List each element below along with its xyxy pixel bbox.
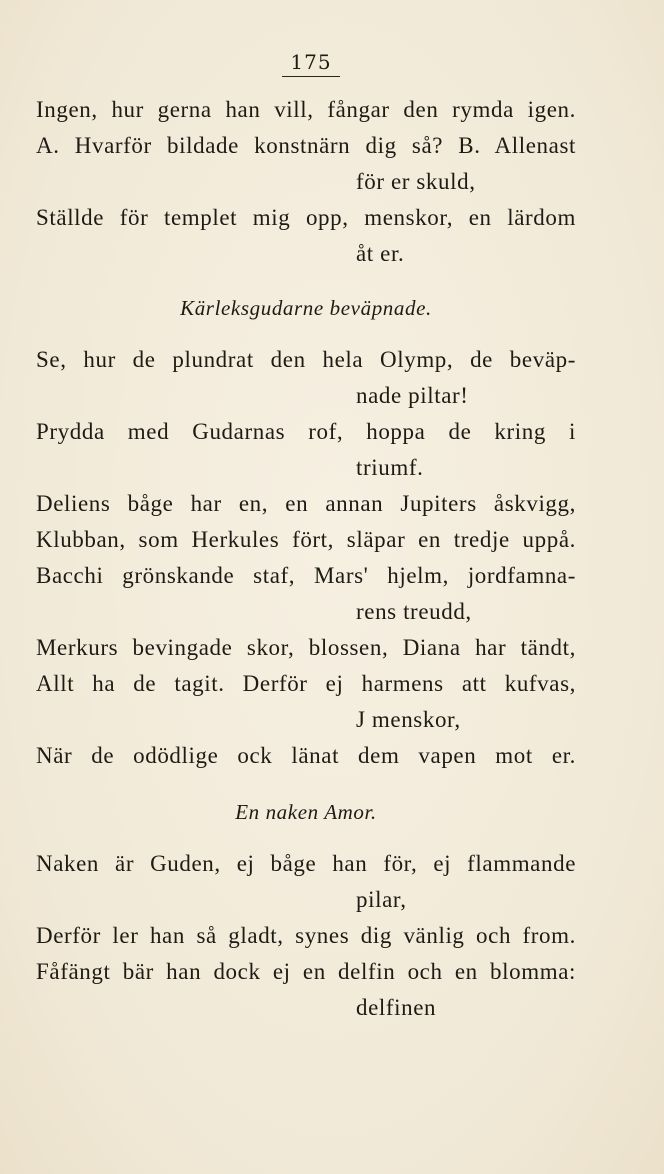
poem-line: Deliens båge har en, en annan Jupiters åskvigg, — [36, 491, 576, 516]
poem-line: delfinen — [356, 995, 437, 1020]
poem-text — [36, 92, 576, 1026]
poem-line: Ställde för templet mig opp, menskor, en lärdom — [36, 205, 576, 230]
spacer — [36, 326, 576, 342]
poem-line: rens treudd, — [356, 599, 472, 624]
poem-line: Prydda med Gudarnas rof, hoppa de kring i — [36, 419, 576, 444]
spacer — [36, 830, 576, 846]
poem-line: pilar, — [356, 887, 407, 912]
poem-line: nade piltar! — [356, 383, 469, 408]
poem-line: Bacchi grönskande staf, Mars' hjelm, jordfamna- — [36, 563, 576, 588]
poem-line: Allt ha de tagit. Derför ej harmens att kufvas, — [36, 671, 576, 696]
poem-line: triumf. — [356, 455, 424, 480]
poem-line: Merkurs bevingade skor, blossen, Diana har tändt, — [36, 635, 576, 660]
poem-block-ingen — [36, 92, 576, 272]
poem-line: åt er. — [356, 241, 405, 266]
poem-line: Se, hur de plundrat den hela Olymp, de beväp- — [36, 347, 576, 372]
poem-heading-karleksgudarne: Kärleksgudarne beväpnade. — [180, 296, 432, 320]
poem-line: Fåfängt bär han dock ej en delfin och en blomma: — [36, 959, 576, 984]
poem-line: Derför ler han så gladt, synes dig vänlig och from. — [36, 923, 576, 948]
poem-block-en-naken-amor — [36, 846, 576, 1026]
spacer — [36, 272, 576, 290]
page-number-rule — [282, 76, 340, 77]
poem-block-karleksgudarne — [36, 342, 576, 774]
poem-heading-en-naken-amor: En naken Amor. — [235, 800, 377, 824]
poem-line: J menskor, — [356, 707, 461, 732]
poem-line: för er skuld, — [356, 169, 476, 194]
poem-line: När de odödlige ock länat dem vapen mot er. — [36, 743, 576, 768]
spacer — [36, 774, 576, 794]
page-number: 175 — [290, 50, 332, 74]
poem-line: A. Hvarför bildade konstnärn dig så? B. Allenast — [36, 133, 576, 158]
poem-line: Ingen, hur gerna han vill, fångar den rymda igen. — [36, 97, 576, 122]
poem-line: Klubban, som Herkules fört, släpar en tredje uppå. — [36, 527, 576, 552]
poem-line: Naken är Guden, ej båge han för, ej flammande — [36, 851, 576, 876]
